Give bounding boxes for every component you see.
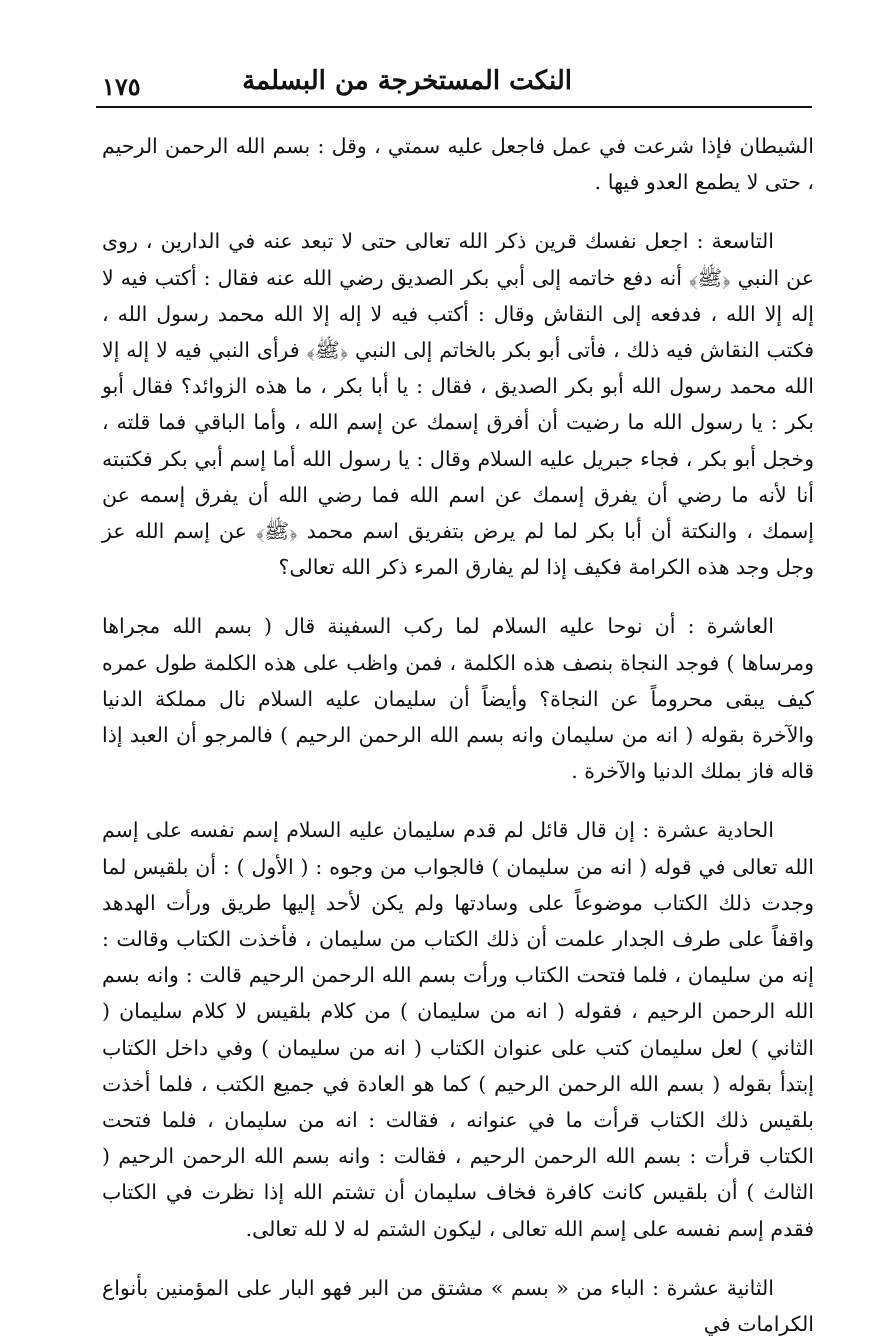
paragraph-eleventh: الحادية عشرة : إن قال قائل لم قدم سليمان عليه السلام إسم نفسه على إسم الله تعالى في قوله ( انه من سليمان ) فالجواب من وجوه : ( الأول ) : أن بلقيس لما وجدت ذلك الكتاب موضوعاً على وسادتها ولم يكن لأحد إليها طريق ورأت الهدهد واقفاً على طرف الجدار علمت أن ذلك الكتاب من سليمان ، فأخذت الكتاب وقالت : إنه من سليمان ، فلما فتحت الكتاب ورأت بسم الله الرحمن الرحيم قالت : وانه بسم الله الرحمن الرحيم ، فقوله ( انه من سليمان ) من كلام بلقيس لا كلام سليمان ( الثاني ) لعل سليمان كتب على عنوان الكتاب ( انه من سليمان ) وفي داخل الكتاب إبتدأ بقوله ( بسم الله الرحمن الرحيم ) كما هو العادة في جميع الكتب ، فلما أخذت بلقيس ذلك الكتاب قرأت ما في عنوانه ، فقالت : انه من سليمان ، فلما فتحت الكتاب قرأت : بسم الله الرحمن الرحيم ، فقالت : وانه بسم الله الرحمن الرحيم ( الثالث ) أن بلقيس كانت كافرة فخاف سليمان أن تشتم الله إذا نظرت في الكتاب فقدم إسم نفسه على إسم الله تعالى ، ليكون الشتم له لا لله تعالى.	[102, 818, 814, 1241]
paragraph-ninth: التاسعة : اجعل نفسك قرين ذكر الله تعالى حتى لا تبعد عنه في الدارين ، روى عن النبي ﴿ﷺ﴾ أنه دفع خاتمه إلى أبي بكر الصديق رضي الله عنه فقال : أكتب فيه لا إله إلا الله ، فدفعه إلى النقاش وقال : أكتب فيه لا إله إلا الله محمد رسول الله ، فكتب النقاش فيه ذلك ، فأتى أبو بكر بالخاتم إلى النبي ﴿ﷺ﴾ فرأى النبي فيه لا إله إلا الله محمد رسول الله أبو بكر الصديق ، فقال : يا أبا بكر ، ما هذه الزوائد؟ فقال أبو بكر : يا رسول الله ما رضيت أن أفرق إسمك عن إسم الله ، وأما الباقي فما قلته ، وخجل أبو بكر ، فجاء جبريل عليه السلام وقال : يا رسول الله أما إسم أبي بكر فكتبته أنا لأنه ما رضي أن يفرق إسمك عن اسم الله فما رضي الله أن يفرق إسمه عن إسمك ، والنكتة أن أبا بكر لما لم يرض بتفريق اسم محمد ﴿ﷺ﴾ عن إسم الله عز وجل وجد هذه الكرامة فكيف إذا لم يفارق المرء ذكر الله تعالى؟	[102, 229, 814, 580]
paragraph-continuation: الشيطان فإذا شرعت في عمل فاجعل عليه سمتي ، وقل : بسم الله الرحمن الرحيم ، حتى لا يطمع العدو فيها .	[102, 134, 814, 195]
paragraph-tenth: العاشرة : أن نوحا عليه السلام لما ركب السفينة قال ( بسم الله مجراها ومرساها ) فوجد النجاة بنصف هذه الكلمة ، فمن واظب على هذه الكلمة طول عمره كيف يبقى محروماً عن النجاة؟ وأيضاً أن سليمان عليه السلام نال مملكة الدنيا والآخرة بقوله ( انه من سليمان وانه بسم الله الرحمن الرحيم ) فالمرجو أن العبد إذا قاله فاز بملك الدنيا والآخرة .	[102, 614, 814, 784]
paragraph-twelfth: الثانية عشرة : الباء من « بسم » مشتق من البر فهو البار على المؤمنين بأنواع الكرامات في	[102, 1275, 814, 1337]
page-header	[96, 60, 812, 108]
page-number: ١٧٥	[102, 72, 141, 101]
body-text	[102, 128, 814, 1337]
running-title: النكت المستخرجة من البسلمة	[242, 66, 572, 96]
